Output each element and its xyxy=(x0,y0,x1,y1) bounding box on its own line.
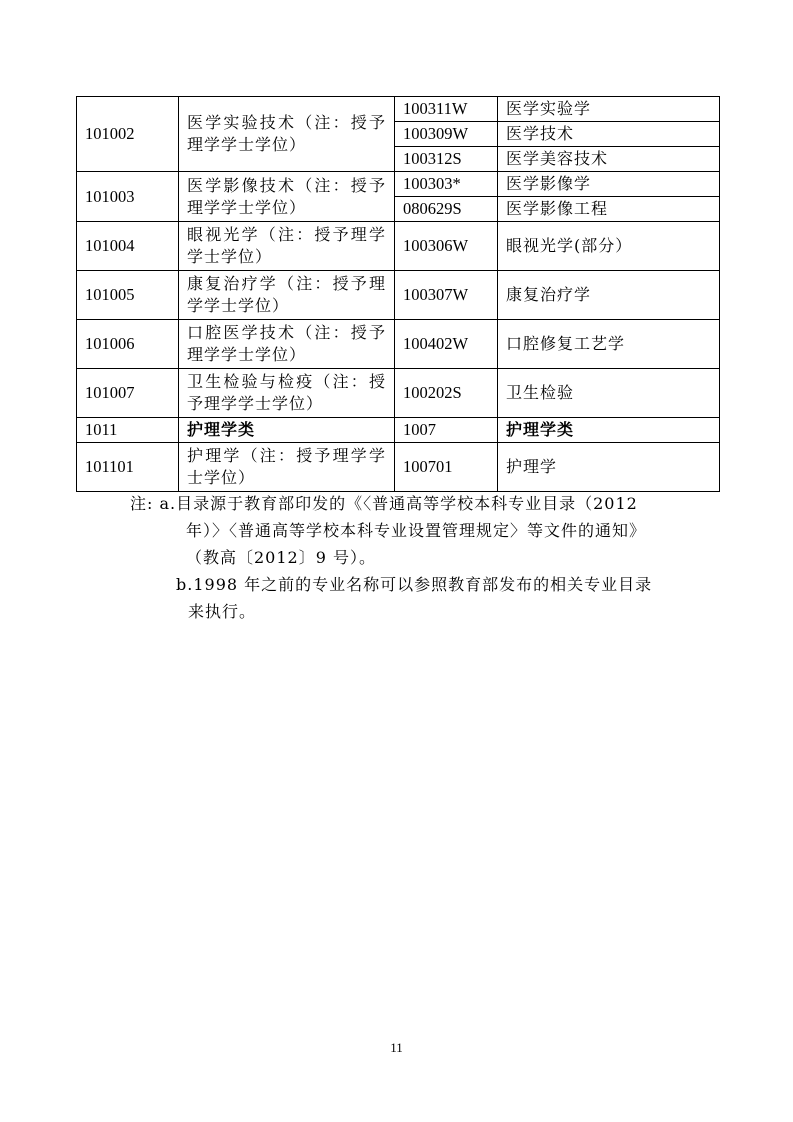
old-name-cell: 口腔修复工艺学 xyxy=(498,320,720,369)
old-code-cell: 100701 xyxy=(395,443,498,492)
old-code-cell: 100303* xyxy=(395,172,498,197)
new-code-cell: 101005 xyxy=(77,271,179,320)
table-row xyxy=(77,369,720,418)
old-name-cell: 护理学 xyxy=(498,443,720,492)
new-name-cell: 卫生检验与检疫（注：授予理学学士学位） xyxy=(179,369,395,418)
new-code-cell: 101006 xyxy=(77,320,179,369)
old-name-cell: 医学美容技术 xyxy=(498,147,720,172)
old-name-cell: 眼视光学(部分） xyxy=(498,222,720,271)
old-code-cell: 1007 xyxy=(395,418,498,443)
table-row xyxy=(77,320,720,369)
new-name-cell: 口腔医学技术（注：授予理学学士学位） xyxy=(179,320,395,369)
old-code-cell: 100307W xyxy=(395,271,498,320)
old-name-cell: 护理学类 xyxy=(498,418,720,443)
category-row xyxy=(77,418,720,443)
old-code-cell: 080629S xyxy=(395,197,498,222)
new-code-cell: 1011 xyxy=(77,418,179,443)
table-row xyxy=(77,97,720,122)
new-name-cell: 护理学类 xyxy=(179,418,395,443)
old-code-cell: 100306W xyxy=(395,222,498,271)
new-name-cell: 眼视光学（注：授予理学学士学位） xyxy=(179,222,395,271)
old-name-cell: 卫生检验 xyxy=(498,369,720,418)
note-b: b.1998 年之前的专业名称可以参照教育部发布的相关专业目录来执行。 xyxy=(176,575,653,621)
note-a-text: a.目录源于教育部印发的《〈普通高等学校本科专业目录（2012年）〉〈普通高等学校本科专业设置管理规定〉等文件的通知》（教高〔2012〕9 号）。 xyxy=(159,494,647,567)
new-code-cell: 101004 xyxy=(77,222,179,271)
new-code-cell: 101101 xyxy=(77,443,179,492)
old-code-cell: 100312S xyxy=(395,147,498,172)
major-mapping-table xyxy=(76,96,720,492)
old-code-cell: 100202S xyxy=(395,369,498,418)
old-code-cell: 100309W xyxy=(395,122,498,147)
notes-section xyxy=(130,490,660,625)
new-name-cell: 康复治疗学（注：授予理学学士学位） xyxy=(179,271,395,320)
note-a xyxy=(130,490,660,571)
old-name-cell: 康复治疗学 xyxy=(498,271,720,320)
new-code-cell: 101007 xyxy=(77,369,179,418)
table-row xyxy=(77,443,720,492)
old-code-cell: 100402W xyxy=(395,320,498,369)
new-name-cell: 医学影像技术（注：授予理学学士学位） xyxy=(179,172,395,222)
old-code-cell: 100311W xyxy=(395,97,498,122)
old-name-cell: 医学影像学 xyxy=(498,172,720,197)
new-code-cell: 101003 xyxy=(77,172,179,222)
new-name-cell: 护理学（注：授予理学学士学位） xyxy=(179,443,395,492)
old-name-cell: 医学技术 xyxy=(498,122,720,147)
page-number: 11 xyxy=(390,1040,403,1055)
old-name-cell: 医学实验学 xyxy=(498,97,720,122)
new-name-cell: 医学实验技术（注：授予理学学士学位） xyxy=(179,97,395,172)
table-row xyxy=(77,222,720,271)
table-row xyxy=(77,172,720,197)
notes-prefix: 注: xyxy=(130,494,160,513)
table-row xyxy=(77,271,720,320)
new-code-cell: 101002 xyxy=(77,97,179,172)
old-name-cell: 医学影像工程 xyxy=(498,197,720,222)
